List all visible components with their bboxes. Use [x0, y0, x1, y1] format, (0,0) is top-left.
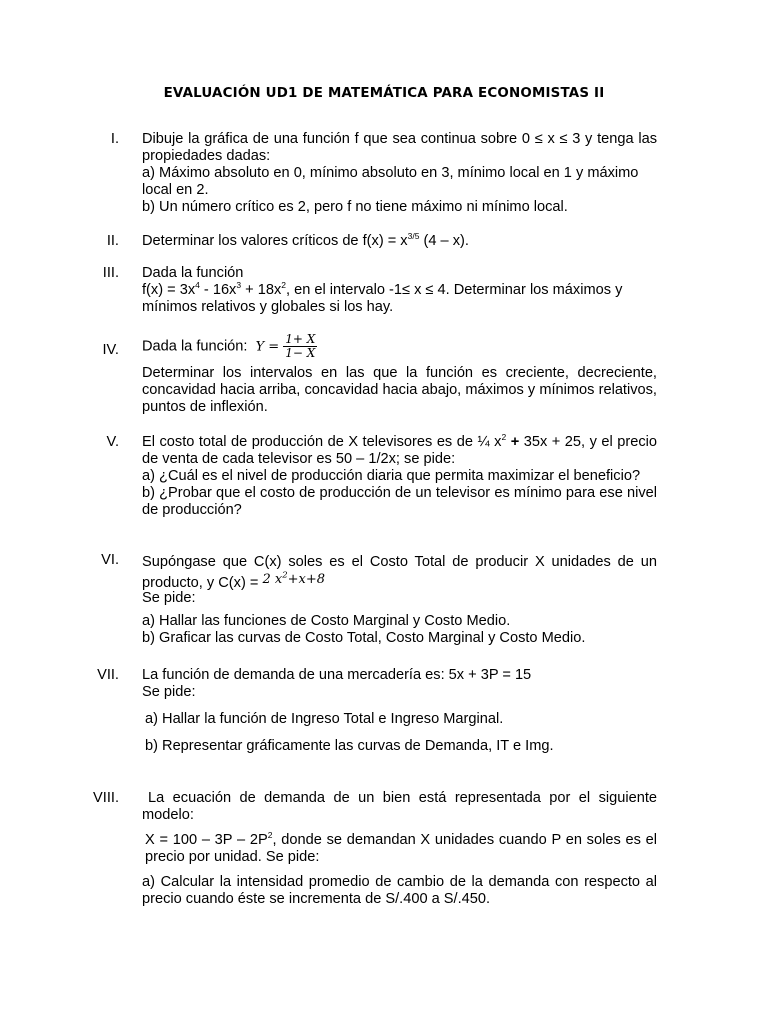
sub-item-a: a) Máximo absoluto en 0, mínimo absoluto en 3, mínimo local en 1 y máximo local en 2.: [142, 165, 639, 198]
sub-item-b: b) Graficar las curvas de Costo Total, Costo Marginal y Costo Medio.: [142, 630, 586, 646]
question-text: Determinar los intervalos en las que la función es creciente, decreciente, concavidad hacia arriba, concavidad hacia abajo, máximos y mínimos relativos, puntos de inflexión.: [142, 365, 657, 415]
question-number: VIII.: [93, 790, 119, 806]
question-number: VI.: [101, 552, 119, 568]
function-y-label: Y =: [255, 339, 280, 355]
sub-item-a: a) Hallar la función de Ingreso Total e Ingreso Marginal.: [145, 711, 504, 727]
question-text: $f(x) = 3x^4 - 16x^3 + 18x^2$, en el intervalo -1≤ x ≤ 4. Determinar los máximos y mínimos relativos y globales si los hay.: [142, 280, 623, 315]
se-pide: Se pide:: [142, 684, 196, 700]
question-text: El costo total de producción de X televisores es de ¼ $x^2 + 35x + 25$, y el precio de venta de cada televisor es 50 – 1/2x; se pide:: [142, 432, 657, 467]
question-number: V.: [106, 434, 119, 450]
se-pide: Se pide:: [142, 590, 196, 606]
sub-item-b: b) Un número crítico es 2, pero f no tiene máximo ni mínimo local.: [142, 199, 568, 215]
question-number: II.: [106, 233, 119, 249]
sub-item-a: a) Calcular la intensidad promedio de cambio de la demanda con respecto al precio cuando éste se incrementa de S/.400 a S/.450.: [142, 874, 657, 907]
question-number: III.: [102, 265, 119, 281]
question-intro: Dada la función: [142, 265, 244, 281]
cost-function: 2 $x^2+x+8$: [262, 570, 326, 587]
question-text: Determinar los valores críticos de $f(x) = x^{3/5}$ (4 – x).: [142, 231, 469, 249]
question-text: La función de demanda de una mercadería es: 5x + 3P = 15: [142, 667, 532, 683]
sub-item-a: a) Hallar las funciones de Costo Marginal y Costo Medio.: [142, 613, 511, 629]
question-text: Dibuje la gráfica de una función f que sea continua sobre 0 ≤ x ≤ 3 y tenga las propiedades dadas:: [142, 131, 657, 164]
page-title: EVALUACIÓN UD1 DE MATEMÁTICA PARA ECONOMISTAS II: [163, 86, 605, 101]
question-intro: Dada la función: Y = $\frac{1+ X}{1- X}$: [142, 332, 316, 360]
function-fraction: $\frac{1+ X}{1- X}$: [285, 332, 316, 360]
sub-item-b: b) ¿Probar que el costo de producción de un televisor es mínimo para ese nivel de producción?: [142, 485, 657, 518]
demand-equation: $X = 100 - 3P - 2P^2$, donde se demandan X unidades cuando P en soles es el precio por unidad. Se pide:: [145, 830, 657, 865]
question-text: La ecuación de demanda de un bien está representada por el siguiente modelo:: [142, 790, 657, 823]
sub-item-b: b) Representar gráficamente las curvas de Demanda, IT e Img.: [145, 738, 554, 754]
question-number: I.: [110, 131, 119, 147]
question-text: Supóngase que C(x) soles es el Costo Total de producir X unidades de un producto, y C(x) = 2 $x^2+x+8$: [142, 554, 657, 591]
question-number: IV.: [102, 342, 119, 358]
question-number: VII.: [97, 667, 119, 683]
sub-item-a: a) ¿Cuál es el nivel de producción diaria que permita maximizar el beneficio?: [142, 468, 641, 484]
